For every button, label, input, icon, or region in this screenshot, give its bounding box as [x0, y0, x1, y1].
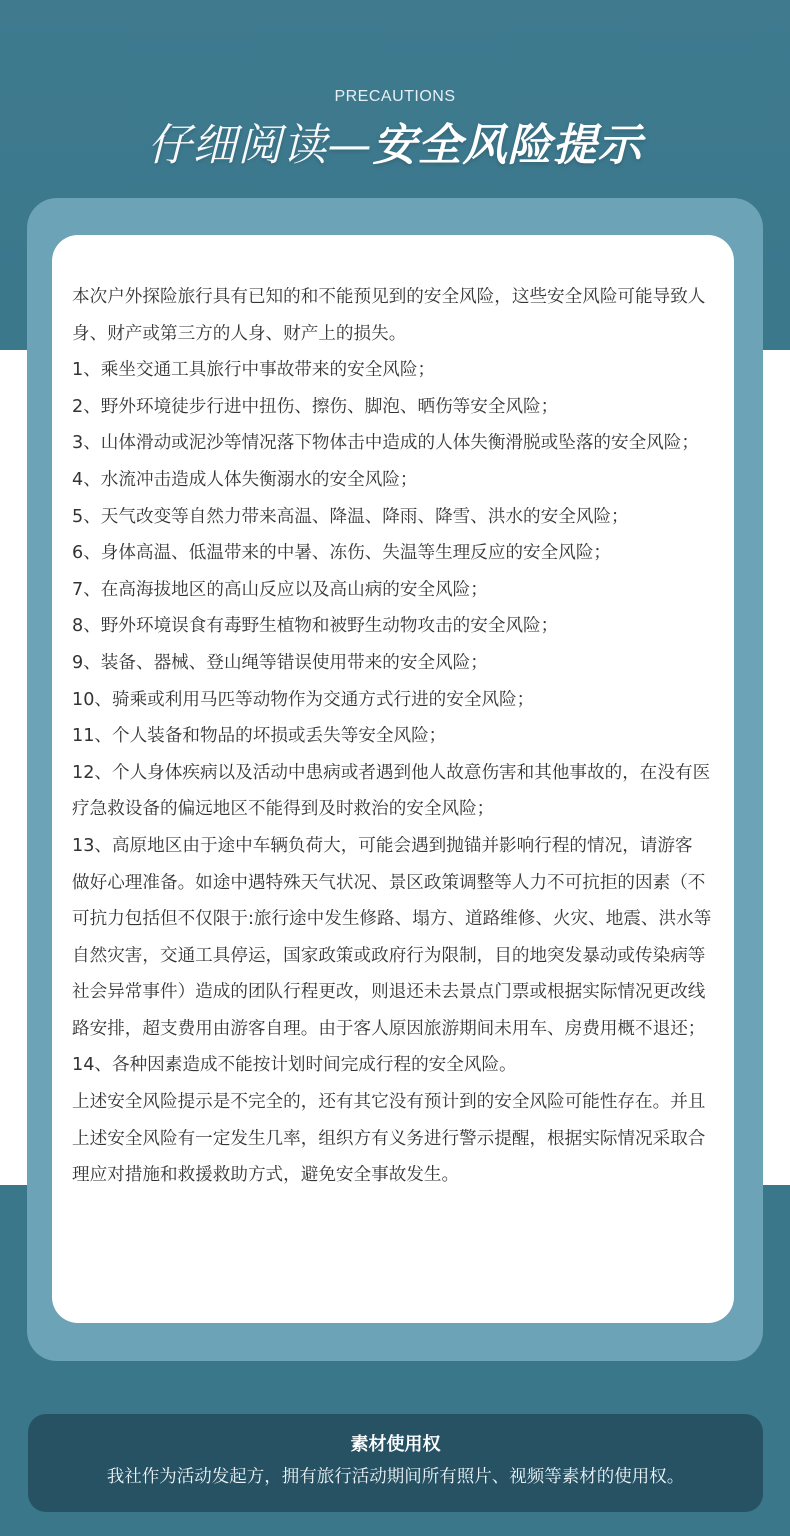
- paragraph-item-12: 12、个人身体疾病以及活动中患病或者遇到他人故意伤害和其他事故的，在没有医疗急救设备的偏远地区不能得到及时救治的安全风险；: [72, 762, 711, 820]
- header-subtitle: PRECAUTIONS: [334, 88, 456, 105]
- paragraph-item-2: 2、野外环境徒步行进中扭伤、擦伤、脚泡、晒伤等安全风险；: [72, 396, 559, 417]
- copyright-notice: [28, 1414, 763, 1512]
- paragraph-item-10: 10、骑乘或利用马匹等动物作为交通方式行进的安全风险；: [72, 689, 535, 710]
- paragraph-conclusion: 上述安全风险提示是不完全的，还有其它没有预计到的安全风险可能性存在。并且上述安全风险有一定发生几率，组织方有义务进行警示提醒，根据实际情况采取合理应对措施和救援救助方式，避免安全事故发生。: [72, 1092, 706, 1186]
- paragraph-item-9: 9、装备、器械、登山绳等错误使用带来的安全风险；: [72, 652, 488, 673]
- page-header: [0, 88, 790, 172]
- title-light-part: 仔细阅读—: [147, 120, 373, 171]
- page-title: [0, 120, 790, 172]
- content-card: [52, 235, 734, 1323]
- footer-text: 我社作为活动发起方，拥有旅行活动期间所有照片、视频等素材的使用权。: [106, 1467, 685, 1487]
- paragraph-item-1: 1、乘坐交通工具旅行中事故带来的安全风险；: [72, 360, 436, 381]
- paragraph-intro: 本次户外探险旅行具有已知的和不能预见到的安全风险，这些安全风险可能导致人身、财产或第三方的人身、财产上的损失。: [72, 287, 706, 344]
- paragraph-item-7: 7、在高海拔地区的高山反应以及高山病的安全风险；: [72, 579, 488, 600]
- footer-title: 素材使用权: [350, 1434, 441, 1455]
- paragraph-item-14: 14、各种因素造成不能按计划时间完成行程的安全风险。: [72, 1055, 517, 1076]
- paragraph-item-13: 13、高原地区由于途中车辆负荷大，可能会遇到抛锚并影响行程的情况，请游客 做好心理准备。如途中遇特殊天气状况、景区政策调整等人力不可抗拒的因素（不可抗力包括但不仅限于:旅行途中发生修路、塌方、道路维修、火灾、地震、洪水等自然灾害，交通工具停运，国家政策或政府行为限制，目的地突发暴动或传染病等社会异常事件）造成的团队行程更改，则退还未去景点门票或根据实际情况更改线路安排，超支费用由游客自理。由于客人原因旅游期间未用车、房费用概不退还；: [72, 835, 712, 1039]
- paragraph-item-4: 4、水流冲击造成人体失衡溺水的安全风险；: [72, 469, 418, 490]
- paragraph-item-5: 5、天气改变等自然力带来高温、降温、降雨、降雪、洪水的安全风险；: [72, 506, 629, 527]
- paragraph-item-3: 3、山体滑动或泥沙等情况落下物体击中造成的人体失衡滑脱或坠落的安全风险；: [72, 433, 699, 454]
- paragraph-item-8: 8、野外环境误食有毒野生植物和被野生动物攻击的安全风险；: [72, 616, 559, 637]
- paragraph-item-11: 11、个人装备和物品的坏损或丢失等安全风险；: [72, 726, 447, 747]
- title-bold-part: 安全风险提示: [372, 120, 643, 171]
- paragraph-item-6: 6、身体高温、低温带来的中暑、冻伤、失温等生理反应的安全风险；: [72, 543, 612, 564]
